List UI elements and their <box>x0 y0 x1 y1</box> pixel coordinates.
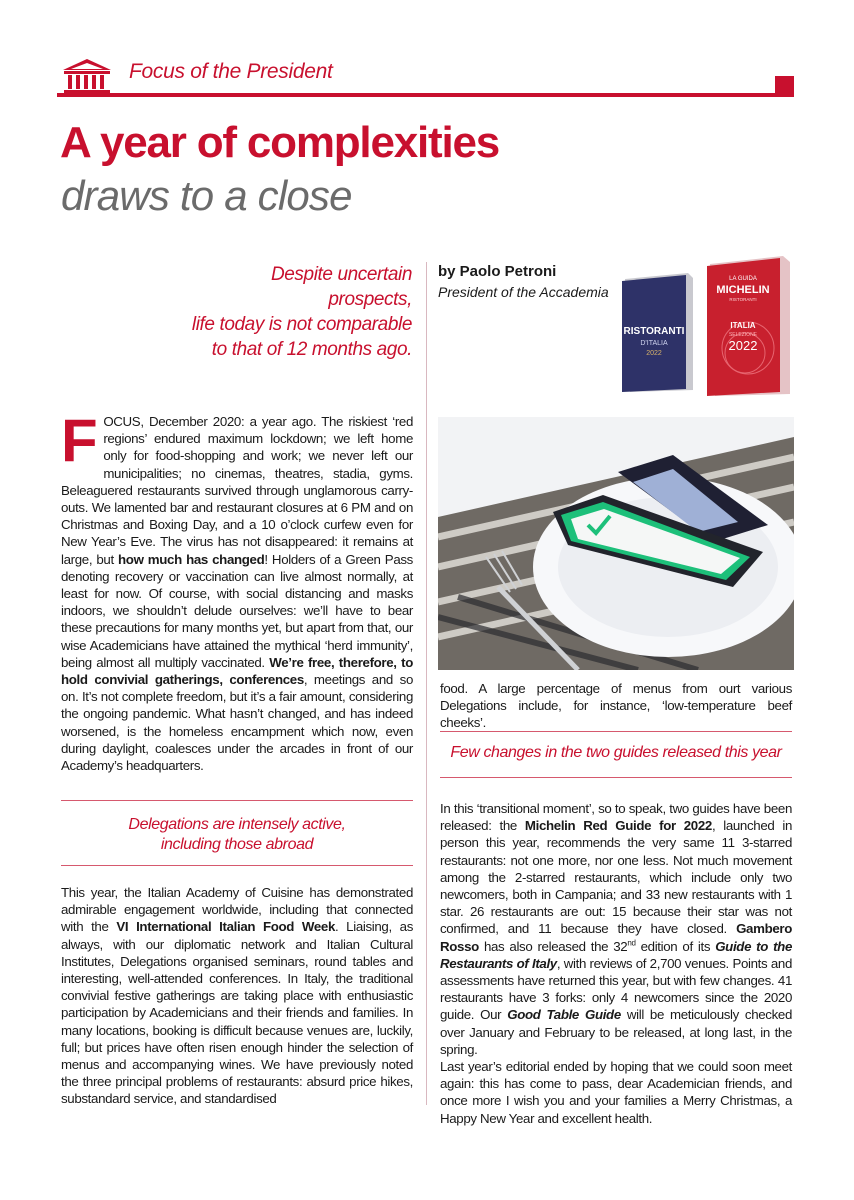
book2-country: ITALIA <box>730 321 756 330</box>
subhead-delegations <box>61 815 413 855</box>
byline <box>438 262 609 302</box>
author-name: by Paolo Petroni <box>438 263 557 280</box>
body-column-2-continued <box>440 680 792 732</box>
subhead-rule <box>61 800 413 801</box>
text-run: edition of its <box>635 938 716 954</box>
superscript: nd <box>627 938 636 948</box>
bold-italic-title: Guide to the Restaurants of Italy <box>440 938 792 971</box>
book2-year: 2022 <box>728 338 758 353</box>
pull-quote-line: Despite uncertain prospects, <box>270 264 412 310</box>
text-run: has also released the 32 <box>478 938 628 954</box>
book2-brand: MICHELIN <box>716 284 770 296</box>
body-column-2-guides <box>440 800 792 1127</box>
body-column-1-delegations <box>61 884 413 1108</box>
bold-text: how much has changed <box>118 551 265 567</box>
bold-text: Gambero Rosso <box>440 921 792 954</box>
header-rule <box>57 93 794 97</box>
subhead-rule <box>61 865 413 866</box>
paragraph: Last year’s editorial ended by hoping that we could soon meet again: this has come to pass, dear Academician friends, and once more I wish you and your families a Merry Christmas, a Happy New Year and excellent health. <box>440 1059 792 1126</box>
text-run: , meetings and so on. It’s not complete freedom, but it’s a fair amount, considering the ongoing pandemic. What hasn’t changed, and has indeed worsened, is the homeless encampment which now, even during daylight, coalesces under the arcades in front of our Academy’s headquarters. <box>61 672 413 774</box>
column-divider <box>426 262 427 1105</box>
drop-cap: F <box>61 407 98 474</box>
subhead-line: Delegations are intensely active, <box>128 816 346 833</box>
classical-building-icon <box>61 58 113 98</box>
book2-edition: SELEZIONE <box>728 332 758 338</box>
author-role: President of the Accademia <box>438 284 609 300</box>
pull-quote-line: life today is not comparable <box>191 314 412 335</box>
book1-year: 2022 <box>646 350 662 357</box>
paragraph <box>440 800 792 1058</box>
text-run: . Liaising, as always, with our diplomatic network and Italian Cultural Institutes, Delegations organised seminars, round tables and interesting, well-attended conferences. In Italy, the traditional convivial festive gatherings are taking place with enthusiastic participation by Academicians and their friends and families. In many locations, booking is difficult because venues are, luckily, full; but prices have often risen enough hinder the selection of menus and accompanying wines. We have previously noted the three principal problems of restaurants: absurd price hikes, substandard service, and standardised <box>61 919 414 1107</box>
section-label: Focus of the President <box>129 60 333 83</box>
paragraph <box>61 884 413 1108</box>
text-run: OCUS, December 2020: a year ago. The riskiest ‘red regions’ endured maximum lockdown; we left home only for food-shopping and work; we never left our municipalities; no cinemas, theatres, stadia, gyms. Beleaguered restaurants survived through unglamorous carry-outs. We lamented bar and restaurant closures at 6 PM and on Christmas and Boxing Day, and a 10 o’clock curfew even for New Year’s Eve. The virus has not disappeared: it remains at large, but <box>61 414 413 567</box>
paragraph: food. A large percentage of menus from ourt various Delegations include, for instance, ‘low-temperature beef cheeks’. <box>440 681 792 731</box>
text-run: , launched in person this year, recommends the very same 11 3-starred restaurants: not one more, nor one less. Not much movement among the 2-starred restaurants, which include only two newcomers, both in Campania; and 33 new restaurants with 1 star. 26 restaurants are out: 15 because their star was not confirmed, and 11 because they have closed. <box>440 818 792 937</box>
text-run: In this ‘transitional moment’, so to speak, two guides have been released: the <box>440 801 792 834</box>
article-subtitle: draws to a close <box>61 172 352 219</box>
pull-quote-line: to that of 12 months ago. <box>211 339 412 360</box>
subhead-rule <box>440 731 792 732</box>
subhead-guides: Few changes in the two guides released this year <box>450 744 782 761</box>
book2-top: LA GUIDA <box>729 276 757 282</box>
article-title: A year of complexities <box>60 118 500 167</box>
body-column-1-intro <box>61 407 413 774</box>
guide-books-image <box>618 248 798 396</box>
bold-text: We’re free, therefore, to hold convivial gatherings, conferences <box>61 654 413 688</box>
bold-text: Michelin Red Guide for 2022 <box>524 818 712 834</box>
book2-sub: RISTORANTI <box>729 297 757 302</box>
smartphone-green-pass-photo <box>438 417 794 670</box>
subhead-line: including those abroad <box>160 836 314 853</box>
text-run: , with reviews of 2,700 venues. Points and assessments have returned this year, but with few changes. 41 restaurants have 3 forks: only 4 newcomers since the 2020 guide. Our <box>440 955 793 1023</box>
bold-text: VI International Italian Food Week <box>116 919 335 935</box>
paragraph <box>61 407 413 774</box>
subhead-rule <box>440 777 792 778</box>
book1-subtitle: D'ITALIA <box>640 340 668 347</box>
pull-quote <box>190 262 412 362</box>
header-square-marker <box>775 76 794 95</box>
text-run: will be meticulously checked over January and February to be released, at long last, in the spring. <box>440 1007 792 1057</box>
book1-title: RISTORANTI <box>623 326 685 337</box>
bold-italic-title: Good Table Guide <box>507 1007 621 1023</box>
text-run: This year, the Italian Academy of Cuisine has demonstrated admirable engagement worldwide, including that connected with the <box>61 885 413 935</box>
text-run: ! Holders of a Green Pass denoting recovery or vaccination can live almost normally, at least for now. Of course, with social distancing and masks indoors, we shouldn’t delude ourselves: we’ll have to bear these precautions for many months yet, but apart from that, our wise Academicians have attained the mythical ‘herd immunity’, being almost all multiply vaccinated. <box>61 551 413 670</box>
